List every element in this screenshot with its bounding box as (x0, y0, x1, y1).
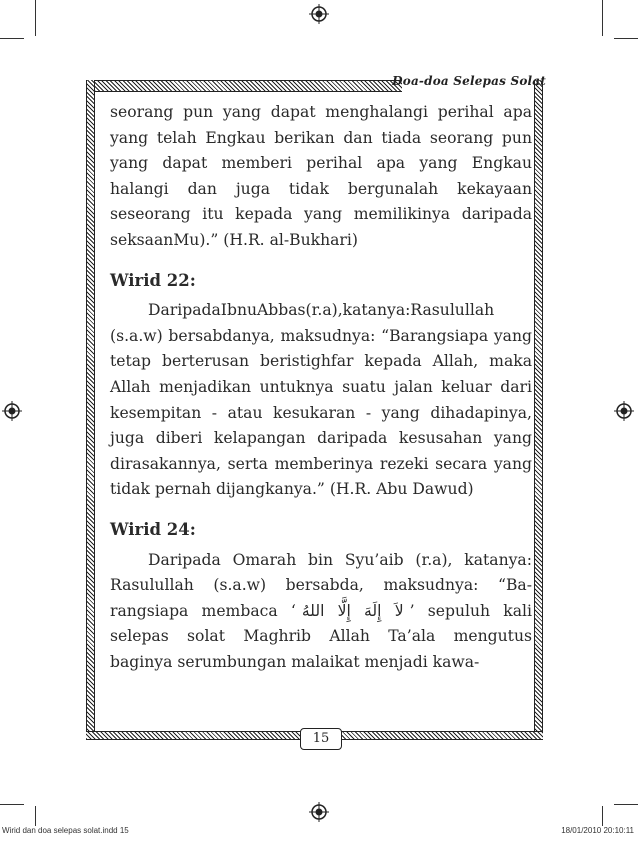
registration-mark-left-icon (2, 401, 22, 421)
crop-mark-br-h (614, 804, 638, 805)
wirid-24-heading: Wirid 24: (110, 519, 196, 539)
crop-mark-bl-v (35, 806, 36, 826)
wirid-22-text: DaripadaIbnuAbbas(r.a),katanya:Rasulullah (s.a.w) bersabdanya, maksudnya: “Barangsiapa yang tetap berterusan beristighfar kepada Allah, maka Allah menjadikan untuknya suatu jalan keluar dari kesempitan - atau kesukaran - yang dihadapinya, juga diberi kelapangan daripada kesusahan yang dirasakannya, serta memberinya rezeki secara yang tidak pernah dijangkanya.” (H.R. Abu Dawud) (110, 301, 532, 499)
registration-mark-bottom-icon (309, 802, 329, 822)
wirid-24-text (110, 548, 532, 676)
wirid-22-heading: Wirid 22: (110, 270, 196, 290)
crop-mark-tr-v (602, 0, 603, 36)
frame-border-left (86, 80, 95, 738)
crop-mark-bl-h (0, 804, 24, 805)
slug-timestamp: 18/01/2010 20:10:11 (561, 826, 634, 835)
crop-mark-tr-h (614, 38, 638, 39)
slug-filename: Wirid dan doa selepas solat.indd 15 (2, 826, 129, 835)
crop-mark-tl-h (0, 38, 24, 39)
crop-mark-br-v (602, 806, 603, 826)
arabic-phrase: لاَ إِلَهَ إِلَّا اللهُ (301, 601, 404, 620)
frame-border-top (86, 80, 402, 92)
page-number: 15 (300, 728, 342, 750)
frame-border-right (534, 80, 543, 738)
registration-mark-top-icon (309, 4, 329, 24)
crop-mark-tl-v (35, 0, 36, 36)
wirid-24-text-part-a: Daripada Omarah bin Syu’aib (r.a), katanya: Rasulullah (s.a.w) bersabda, maksudnya: “Ba-rangsiapa membaca ‘ (110, 550, 532, 620)
registration-mark-right-icon (614, 401, 634, 421)
wirid-24-text-part-b: ’ sepuluh kali selepas solat Maghrib Allah Ta’ala mengutus baginya serumbungan malaikat menjadi kawa- (110, 601, 533, 671)
continued-paragraph: seorang pun yang dapat menghalangi perihal apa yang telah Engkau berikan dan tiada seorang pun yang dapat memberi perihal apa yang Engkau halangi dan juga tidak bergunalah kekayaan seseorang itu kepada yang memilikinya daripada seksaanMu).” (H.R. al-Bukhari) (110, 103, 532, 249)
page-body (110, 100, 532, 675)
running-header-title: Doa-doa Selepas Solat (392, 74, 546, 88)
